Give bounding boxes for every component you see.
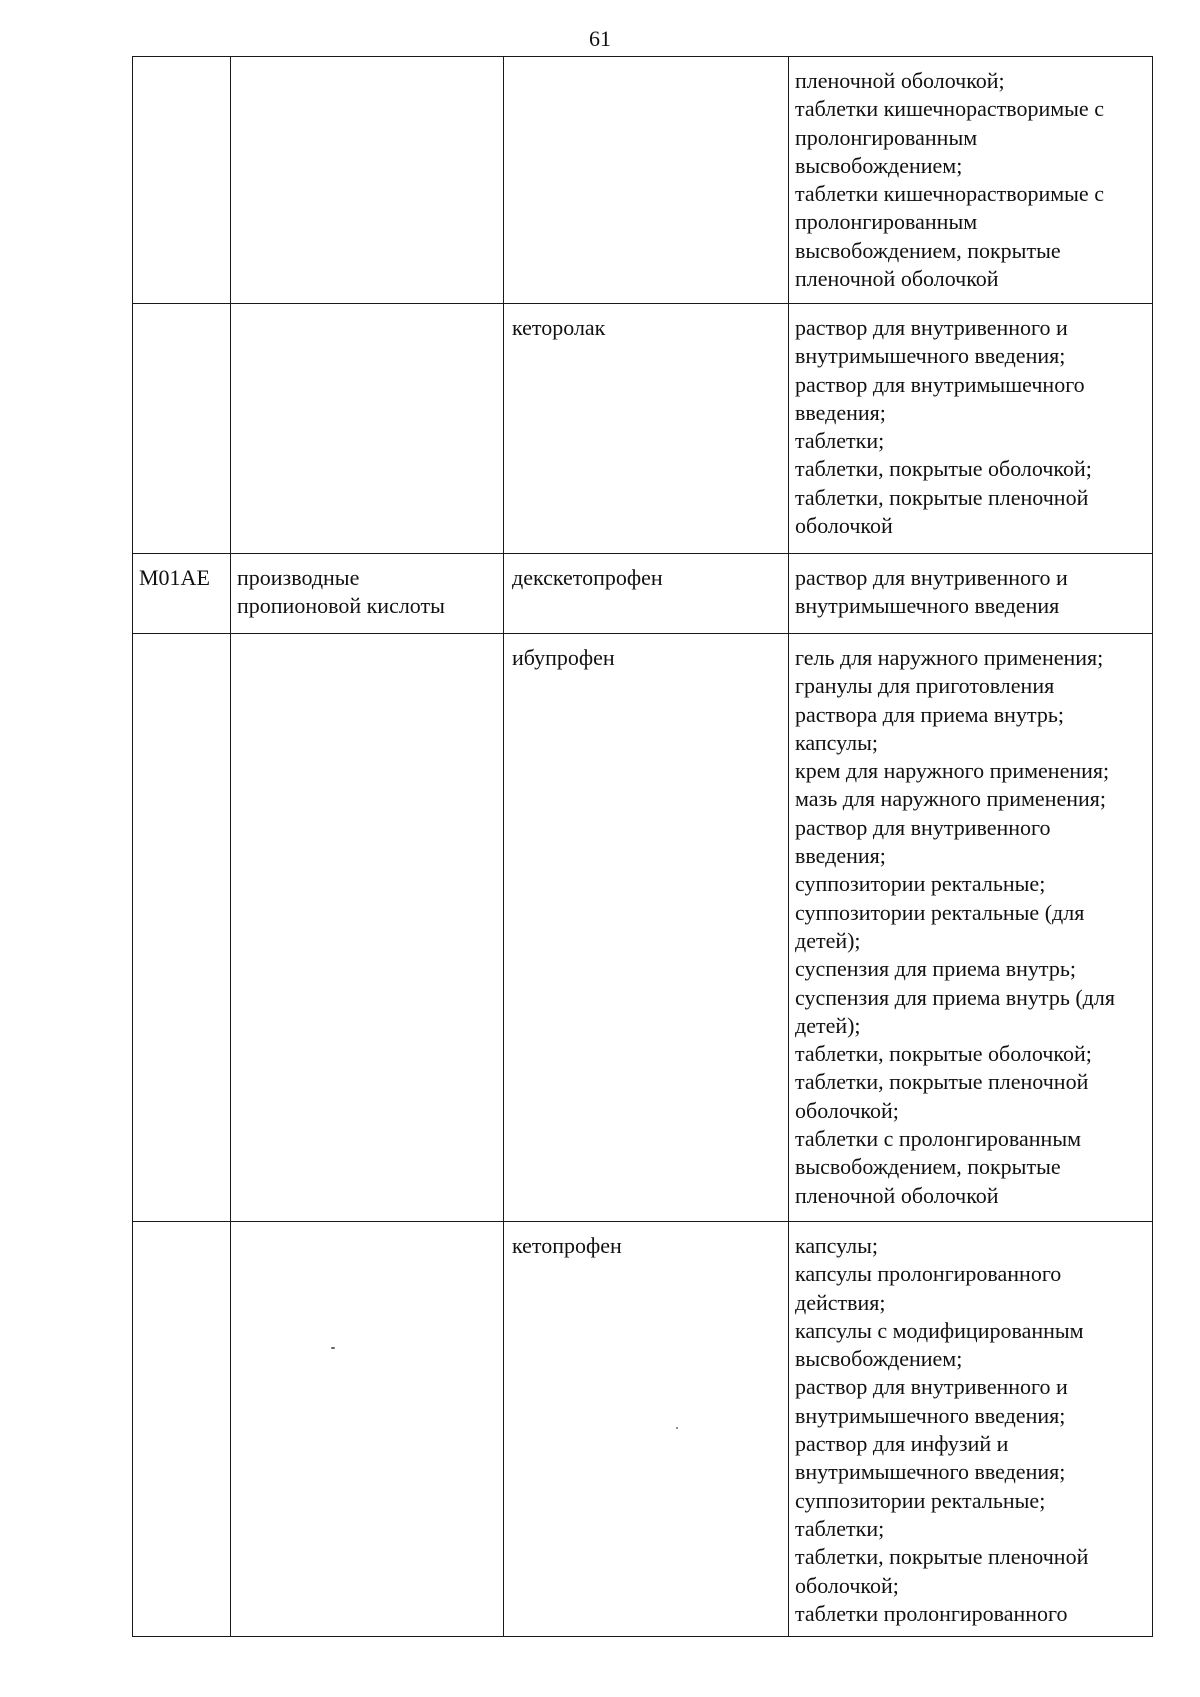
drug-name-cell bbox=[504, 554, 789, 634]
dosage-form-line: раствор для инфузий и bbox=[795, 1431, 1009, 1457]
dosage-form-line: высвобождением; bbox=[795, 1346, 963, 1372]
dosage-form-line: оболочкой; bbox=[795, 1097, 899, 1123]
drug-name-cell bbox=[504, 1222, 789, 1637]
dosage-form-line: капсулы; bbox=[795, 729, 878, 755]
dosage-form-line: суппозитории ректальные (для bbox=[795, 899, 1085, 925]
dosage-form-line: суппозитории ректальные; bbox=[795, 871, 1046, 897]
atc-code-cell bbox=[133, 304, 231, 554]
dosage-form-line: раствор для внутривенного и bbox=[795, 1374, 1068, 1400]
scan-speck bbox=[676, 1427, 678, 1429]
drug-name-cell bbox=[504, 57, 789, 304]
dosage-form-line: детей); bbox=[795, 927, 861, 953]
dosage-form-line: пленочной оболочкой bbox=[795, 266, 999, 292]
table-row bbox=[133, 634, 1153, 1222]
drug-name: декскетопрофен bbox=[512, 565, 663, 590]
dosage-form-line: раствор для внутривенного и bbox=[795, 565, 1068, 590]
drug-name: кеторолак bbox=[512, 315, 606, 340]
dosage-form-line: раствора для приема внутрь; bbox=[795, 701, 1064, 727]
dosage-form-line: капсулы с модифицированным bbox=[795, 1317, 1084, 1343]
atc-group-cell bbox=[231, 634, 504, 1222]
dosage-form-line: оболочкой bbox=[795, 513, 893, 539]
dosage-form-line: пролонгированным bbox=[795, 209, 978, 235]
dosage-form-line: таблетки, покрытые пленочной bbox=[795, 1544, 1089, 1570]
dosage-forms-cell bbox=[789, 304, 1153, 554]
drug-table bbox=[132, 56, 1153, 1637]
dosage-form-line: таблетки кишечнорастворимые с bbox=[795, 181, 1104, 207]
dosage-form-line: суспензия для приема внутрь; bbox=[795, 956, 1076, 982]
atc-code-cell bbox=[133, 634, 231, 1222]
dosage-form-line: пролонгированным bbox=[795, 124, 978, 150]
dosage-form-line: таблетки; bbox=[795, 1515, 885, 1541]
dosage-form-line: гель для наружного применения; bbox=[795, 645, 1104, 670]
drug-name: кетопрофен bbox=[512, 1233, 622, 1258]
dosage-form-line: введения; bbox=[795, 399, 886, 425]
dosage-form-line: высвобождением; bbox=[795, 152, 963, 178]
atc-group-line: производные bbox=[237, 565, 360, 590]
atc-group-cell bbox=[231, 57, 504, 304]
dosage-form-line: суппозитории ректальные; bbox=[795, 1487, 1046, 1513]
table-row bbox=[133, 57, 1153, 304]
dosage-form-line: капсулы пролонгированного bbox=[795, 1261, 1062, 1287]
atc-code-cell bbox=[133, 554, 231, 634]
dosage-form-line: крем для наружного применения; bbox=[795, 758, 1110, 784]
dosage-forms-cell bbox=[789, 554, 1153, 634]
dosage-form-line: суспензия для приема внутрь (для bbox=[795, 984, 1115, 1010]
drug-name: ибупрофен bbox=[512, 645, 615, 670]
dosage-form-line: таблетки с пролонгированным bbox=[795, 1126, 1082, 1152]
dosage-forms-cell bbox=[789, 634, 1153, 1222]
table-row bbox=[133, 554, 1153, 634]
dosage-form-line: раствор для внутримышечного bbox=[795, 371, 1085, 397]
page-number: 61 bbox=[589, 26, 611, 51]
dosage-form-line: высвобождением, покрытые bbox=[795, 237, 1061, 263]
dosage-form-line: внутримышечного введения; bbox=[795, 1402, 1066, 1428]
dosage-form-line: действия; bbox=[795, 1289, 886, 1315]
table-row bbox=[133, 1222, 1153, 1637]
dosage-form-line: пленочной оболочкой bbox=[795, 1182, 999, 1208]
dosage-form-line: таблетки пролонгированного bbox=[795, 1600, 1068, 1626]
dosage-forms-cell bbox=[789, 1222, 1153, 1637]
scan-speck bbox=[331, 1347, 335, 1349]
dosage-form-line: таблетки кишечнорастворимые с bbox=[795, 96, 1104, 122]
table-body bbox=[133, 57, 1153, 1637]
dosage-form-line: введения; bbox=[795, 843, 886, 869]
dosage-form-line: детей); bbox=[795, 1012, 861, 1038]
dosage-form-line: капсулы; bbox=[795, 1233, 878, 1258]
atc-group-cell bbox=[231, 304, 504, 554]
drug-name-cell bbox=[504, 304, 789, 554]
table-row bbox=[133, 304, 1153, 554]
atc-group-cell bbox=[231, 1222, 504, 1637]
atc-group-cell bbox=[231, 554, 504, 634]
dosage-form-line: таблетки, покрытые пленочной bbox=[795, 1069, 1089, 1095]
dosage-forms-cell bbox=[789, 57, 1153, 304]
dosage-form-line: высвобождением, покрытые bbox=[795, 1154, 1061, 1180]
dosage-form-line: таблетки; bbox=[795, 428, 885, 454]
dosage-form-line: внутримышечного введения; bbox=[795, 1459, 1066, 1485]
dosage-form-line: раствор для внутривенного и bbox=[795, 315, 1068, 340]
dosage-form-line: внутримышечного введения bbox=[795, 593, 1060, 619]
atc-code-cell bbox=[133, 1222, 231, 1637]
dosage-form-line: таблетки, покрытые пленочной bbox=[795, 484, 1089, 510]
atc-code-cell bbox=[133, 57, 231, 304]
dosage-form-line: оболочкой; bbox=[795, 1572, 899, 1598]
dosage-form-line: раствор для внутривенного bbox=[795, 814, 1051, 840]
dosage-form-line: пленочной оболочкой; bbox=[795, 68, 1005, 93]
dosage-form-line: гранулы для приготовления bbox=[795, 673, 1055, 699]
dosage-form-line: таблетки, покрытые оболочкой; bbox=[795, 1041, 1092, 1067]
dosage-form-line: мазь для наружного применения; bbox=[795, 786, 1107, 812]
atc-code: M01AE bbox=[139, 565, 210, 590]
dosage-form-line: таблетки, покрытые оболочкой; bbox=[795, 456, 1092, 482]
drug-name-cell bbox=[504, 634, 789, 1222]
atc-group-line: пропионовой кислоты bbox=[237, 593, 445, 619]
dosage-form-line: внутримышечного введения; bbox=[795, 343, 1066, 369]
